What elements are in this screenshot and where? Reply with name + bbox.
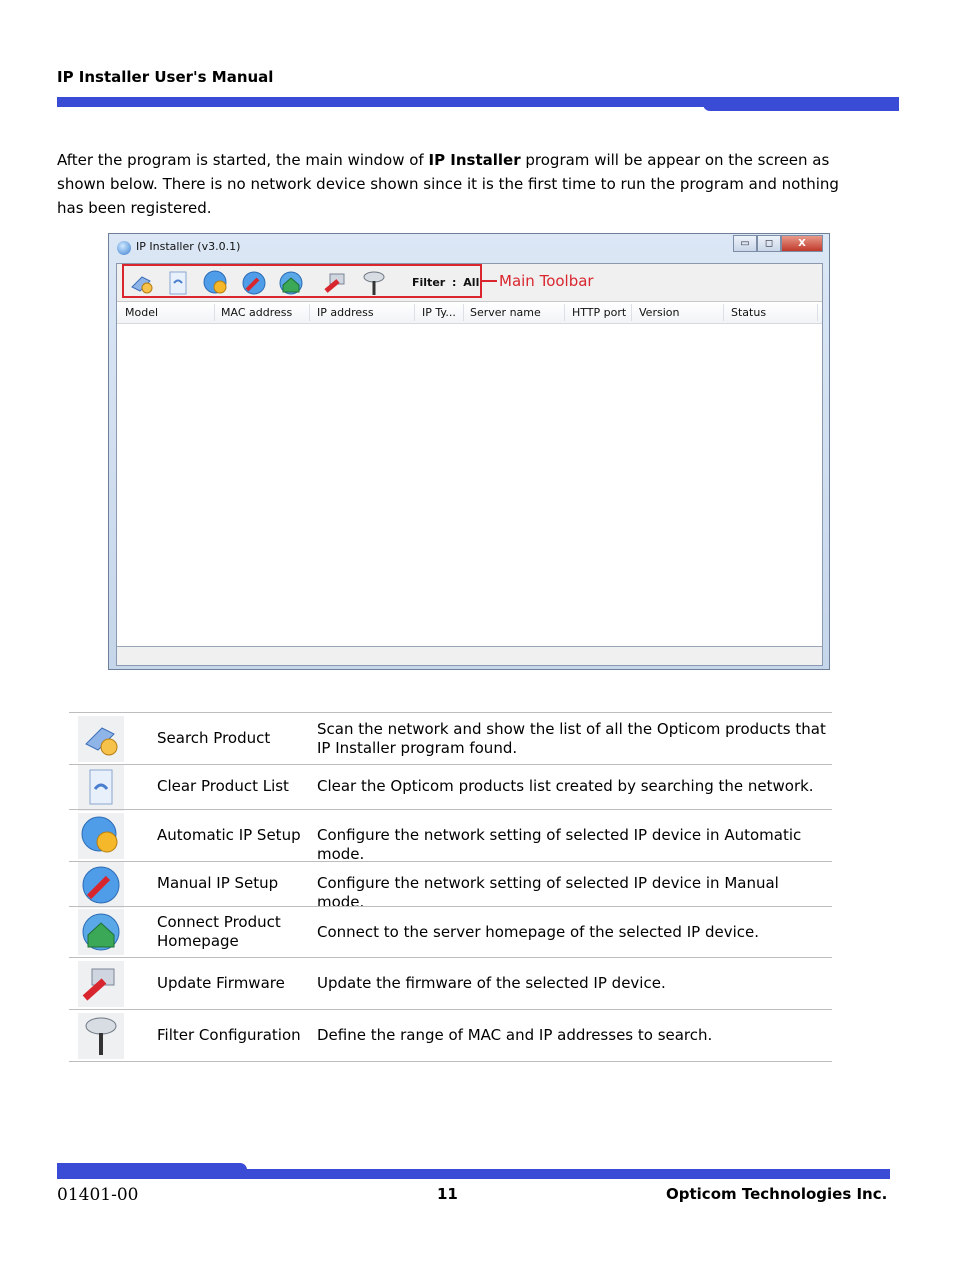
- page-number: 11: [437, 1185, 458, 1203]
- search-icon: [78, 716, 124, 762]
- close-button[interactable]: X: [781, 235, 823, 252]
- filter-value: All: [463, 276, 480, 289]
- window-controls: [733, 235, 823, 253]
- function-description: Configure the network setting of selected IP device in Automatic mode.: [317, 826, 802, 863]
- clear-list-icon: [78, 765, 124, 811]
- filter-icon: [78, 1013, 124, 1059]
- app-window-screenshot: [108, 233, 830, 670]
- device-list-body[interactable]: [117, 324, 822, 647]
- callout-line: [482, 280, 497, 282]
- header-bar: [57, 97, 899, 111]
- function-name: Manual IP Setup: [157, 874, 279, 892]
- app-logo-icon: [117, 241, 131, 255]
- table-row: [69, 957, 832, 1009]
- function-name: Automatic IP Setup: [157, 826, 301, 844]
- table-row: [69, 712, 832, 764]
- document-number: 01401-00: [57, 1185, 139, 1205]
- window-title: IP Installer (v3.0.1): [136, 240, 241, 253]
- column-header-ip-type[interactable]: IP Ty...: [422, 306, 456, 319]
- firmware-icon: [78, 961, 124, 1007]
- column-header-mac[interactable]: MAC address: [221, 306, 293, 319]
- column-header-model[interactable]: Model: [125, 306, 159, 319]
- function-description: Connect to the server homepage of the selected IP device.: [317, 923, 759, 941]
- footer-bar: [57, 1163, 890, 1179]
- program-name: IP Installer: [428, 151, 521, 169]
- function-name: Update Firmware: [157, 974, 285, 992]
- window-client-area: [116, 263, 823, 666]
- function-description: Scan the network and show the list of all the Opticom products that IP Installer program found.: [317, 720, 826, 757]
- function-name: Search Product: [157, 729, 271, 747]
- toolbar-function-table: [69, 712, 832, 1062]
- maximize-button[interactable]: ◻: [757, 235, 781, 252]
- company-name: Opticom Technologies Inc.: [666, 1185, 888, 1203]
- function-name: Clear Product List: [157, 777, 289, 795]
- auto-ip-icon: [78, 813, 124, 859]
- table-row: [69, 764, 832, 809]
- function-description: Clear the Opticom products list created by searching the network.: [317, 777, 814, 795]
- minimize-button[interactable]: ▭: [733, 235, 757, 252]
- column-header-status[interactable]: Status: [731, 306, 767, 319]
- function-description: Update the firmware of the selected IP device.: [317, 974, 666, 992]
- function-description: Configure the network setting of selected IP device in Manual mode.: [317, 874, 779, 911]
- main-toolbar: [117, 264, 822, 302]
- filter-label: Filter :: [412, 276, 457, 289]
- function-description: Define the range of MAC and IP addresses to search.: [317, 1026, 713, 1044]
- main-toolbar-callout: Main Toolbar: [499, 272, 594, 290]
- device-list-header: [117, 302, 822, 324]
- homepage-icon: [78, 909, 124, 955]
- table-row: [69, 809, 832, 861]
- manual-ip-icon: [78, 862, 124, 908]
- intro-paragraph: After the program is started, the main window of IP Installer program will be appear on the screen as shown below. There is no network device shown since it is the first time to run the program and nothing has been registered.: [57, 151, 839, 217]
- column-header-version[interactable]: Version: [639, 306, 680, 319]
- status-bar: [117, 647, 822, 665]
- document-title: IP Installer User's Manual: [57, 68, 274, 86]
- column-header-server-name[interactable]: Server name: [470, 306, 541, 319]
- column-header-http-port[interactable]: HTTP port: [572, 306, 627, 319]
- function-name: Filter Configuration: [157, 1026, 301, 1044]
- function-name: Connect Product Homepage: [157, 913, 281, 950]
- table-row: [69, 906, 832, 957]
- table-row: [69, 1009, 832, 1062]
- toolbar-highlight-box: [122, 264, 482, 298]
- table-row: [69, 861, 832, 911]
- column-header-ip[interactable]: IP address: [317, 306, 374, 319]
